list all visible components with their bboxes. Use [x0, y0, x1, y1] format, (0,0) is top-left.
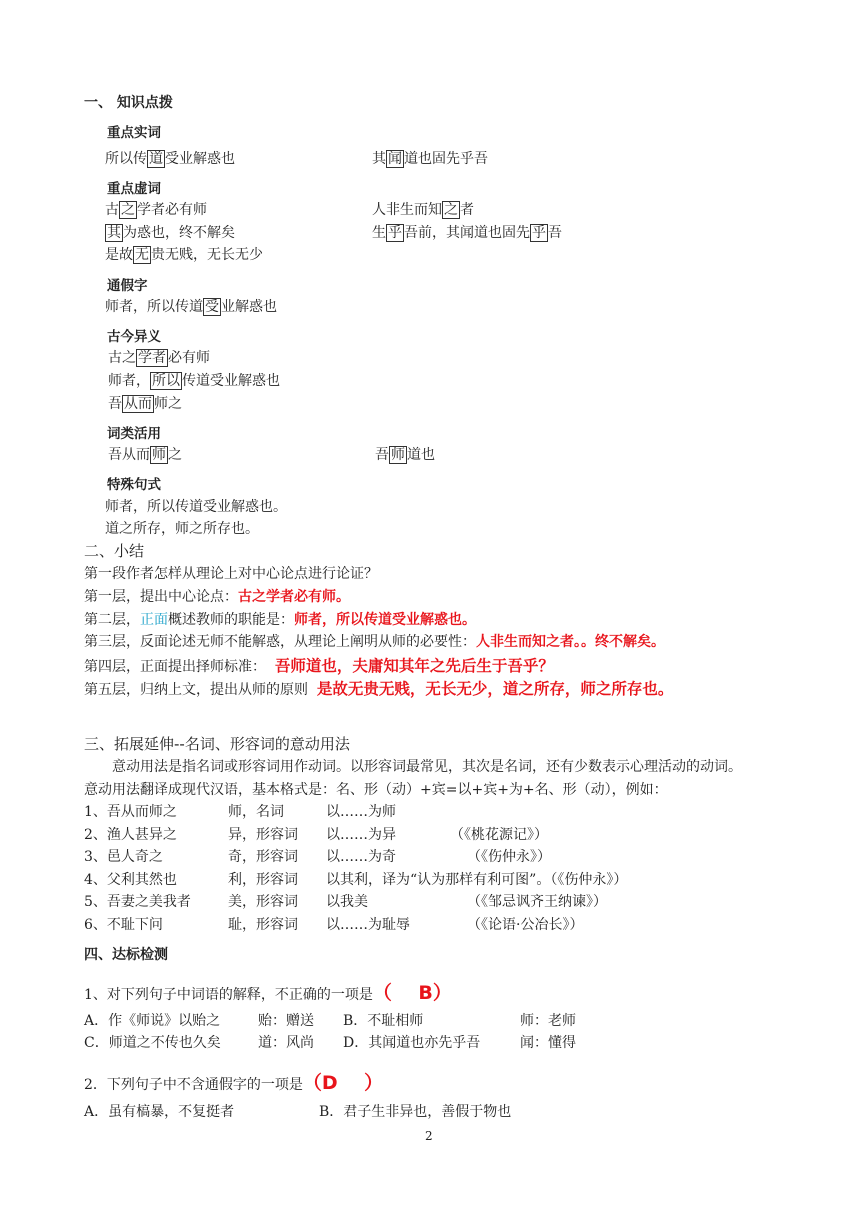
example-source: （《论语·公冶长》） [467, 917, 584, 933]
summary-layer-5: 第五层，归纳上文，提出从师的原则 是故无贵无贱，无长无少，道之所存，师之所存也。 [84, 680, 674, 698]
q2-option-a: A．虽有槁暴，不复挺者 [84, 1104, 235, 1120]
xuci-line-a: 古 之 学者必有师 [105, 202, 207, 218]
q1-option-b: B．不耻相师 [343, 1013, 424, 1029]
summary-question: 第一段作者怎样从理论上对中心论点进行论证？ [84, 566, 378, 582]
q1-option-d: D．其闻道也亦先乎吾 [343, 1035, 481, 1051]
example-word: 利，形容词 [228, 872, 298, 888]
gujin-line-c: 吾 从而 师之 [108, 396, 182, 412]
example-word: 师，名词 [228, 804, 284, 820]
question-1-answer: （ B） [372, 982, 452, 1004]
example-word: 美，形容词 [228, 894, 298, 910]
heading-key-content-words: 重点实词 [107, 125, 161, 141]
q1-option-a-gloss: 贻：赠送 [258, 1013, 314, 1029]
teshu-line-2: 道之所存，师之所存也。 [105, 521, 259, 537]
teshu-line-1: 师者，所以传道受业解惑也。 [105, 499, 287, 515]
example-row: 2、渔人甚异之 [84, 827, 177, 843]
example-row: 6、不耻下问 [84, 917, 163, 933]
gujin-line-a: 古之 学者 必有师 [108, 350, 210, 366]
example-word: 奇，形容词 [228, 849, 298, 865]
summary-layer-2: 第二层，正面概述教师的职能是：师者，所以传道受业解惑也。 [84, 612, 476, 628]
q1-option-c: C．师道之不传也久矣 [84, 1035, 221, 1051]
section-1-title: 一、 知识点拨 [84, 95, 173, 111]
tongjia-line: 师者，所以传道 受 业解惑也 [105, 299, 277, 315]
xuci-line-c: 其 为惑也，终不解矣 [107, 225, 235, 241]
example-row: 1、吾从而师之 [84, 804, 177, 820]
example-trans: 以……为师 [326, 804, 396, 820]
gujin-line-b: 师者， 所以 传道受业解惑也 [108, 373, 280, 389]
example-row: 3、邑人奇之 [84, 849, 163, 865]
xuci-line-e: 是故 无 贵无贱，无长无少 [105, 247, 263, 263]
heading-teshu: 特殊句式 [107, 477, 161, 493]
q1-option-d-gloss: 闻：懂得 [520, 1035, 576, 1051]
shici-line-2: 其 闻 道也固先乎吾 [372, 151, 488, 167]
example-trans: 以……为奇 [326, 849, 396, 865]
summary-layer-1: 第一层，提出中心论点：古之学者必有师。 [84, 589, 350, 605]
example-trans: 以我美 [326, 894, 368, 910]
example-word: 耻，形容词 [228, 917, 298, 933]
summary-layer-3: 第三层，反面论述无师不能解惑，从理论上阐明从师的必要性：人非生而知之者。。终不解矣。 [84, 634, 665, 650]
section-3-title: 三、拓展延伸--名词、形容词的意动用法 [84, 735, 350, 753]
question-2-stem: 2．下列句子中不含通假字的一项是（D ） [84, 1072, 384, 1094]
question-2-answer: （D ） [302, 1072, 384, 1094]
summary-layer-4: 第四层，正面提出择师标准： 吾师道也，夫庸知其年之先后生于吾乎？ [84, 657, 554, 675]
heading-tongjia: 通假字 [107, 278, 148, 294]
example-trans: 以……为耻辱 [326, 917, 410, 933]
heading-cilei: 词类活用 [107, 426, 161, 442]
example-trans: 以其利，译为“认为那样有利可图”。（《伤仲永》） [326, 872, 628, 888]
heading-gujin: 古今异义 [107, 329, 161, 345]
question-1-stem: 1、对下列句子中词语的解释，不正确的一项是（ B） [84, 982, 452, 1004]
example-source: （《邹忌讽齐王纳谏》） [467, 894, 607, 910]
q1-option-a: A．作《师说》以贻之 [84, 1013, 221, 1029]
q1-option-c-gloss: 道：风尚 [258, 1035, 314, 1051]
example-trans: 以……为异 [326, 827, 396, 843]
heading-key-function-words: 重点虚词 [107, 181, 161, 197]
example-word: 异，形容词 [228, 827, 298, 843]
q1-option-b-gloss: 师：老师 [520, 1013, 576, 1029]
example-row: 4、父利其然也 [84, 872, 177, 888]
cilei-line-b: 吾 师 道也 [375, 447, 435, 463]
yidong-definition: 意动用法是指名词或形容词用作动词。以形容词最常见，其次是名词，还有少数表示心理活动的动词。 [112, 759, 742, 775]
section-2-title: 二、小结 [84, 542, 145, 560]
cilei-line-a: 吾从而 师 之 [108, 447, 182, 463]
example-row: 5、吾妻之美我者 [84, 894, 191, 910]
yidong-translation-rule: 意动用法翻译成现代汉语，基本格式是：名、形（动）+宾=以+宾+为+名、形（动），例如： [84, 782, 668, 798]
page-number: 2 [425, 1129, 433, 1143]
example-source: （《伤仲永》） [467, 849, 551, 865]
xuci-line-d: 生 乎 吾前，其闻道也固先 乎 吾 [372, 225, 562, 241]
shici-line-1: 所以传 道 受业解惑也 [105, 151, 235, 167]
q2-option-b: B．君子生非异也，善假于物也 [319, 1104, 512, 1120]
example-source: （《桃花源记》） [450, 827, 548, 843]
xuci-line-b: 人非生而知 之 者 [372, 202, 474, 218]
section-4-title: 四、达标检测 [84, 947, 168, 963]
